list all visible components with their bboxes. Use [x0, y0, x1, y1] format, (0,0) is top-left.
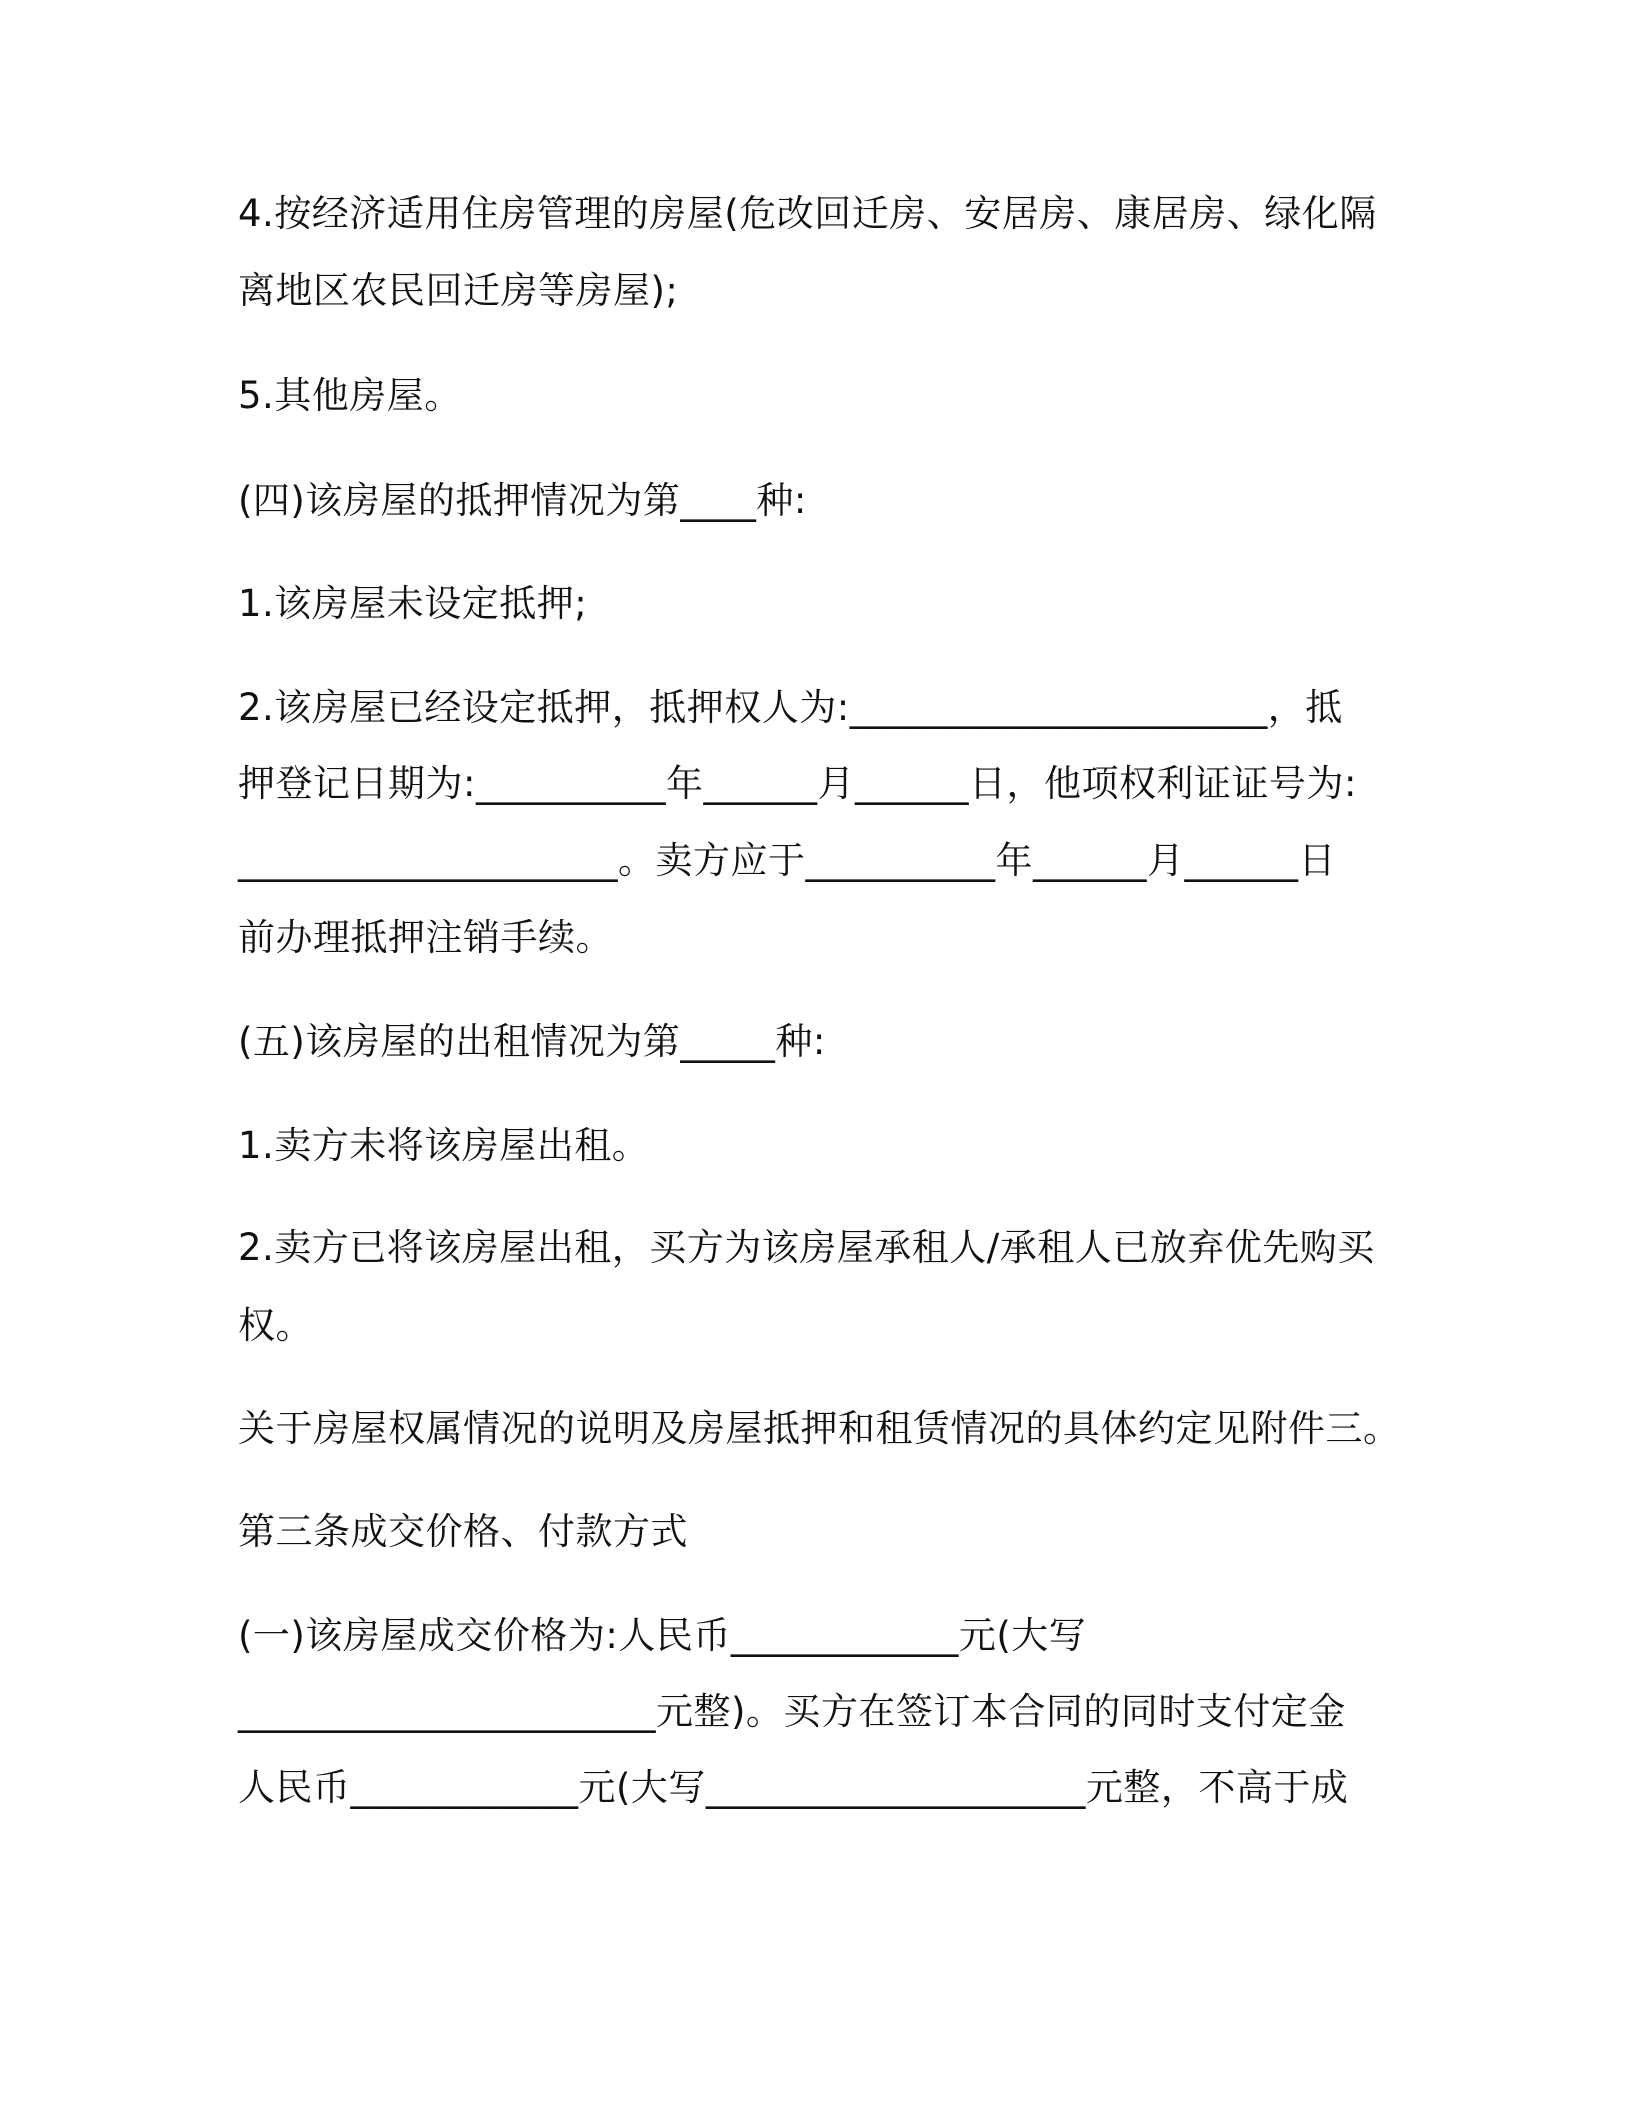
text-line: 离地区农民回迁房等房屋); [238, 269, 679, 312]
text-line: 前办理抵押注销手续。 [238, 916, 613, 959]
text-line: 4.按经济适用住房管理的房屋(危改回迁房、安居房、康居房、绿化隔 [238, 192, 1377, 235]
text-line: ______________________元整)。买方在签订本合同的同时支付定金 [238, 1690, 1346, 1733]
section-heading: (四)该房屋的抵押情况为第____种: [238, 479, 807, 522]
text-line: 1.卖方未将该房屋出租。 [238, 1124, 650, 1167]
text-line: (一)该房屋成交价格为:人民币____________元(大写 [238, 1614, 1087, 1657]
article-heading: 第三条成交价格、付款方式 [238, 1510, 688, 1553]
text-line: 5.其他房屋。 [238, 374, 462, 417]
text-line: 人民币____________元(大写____________________元整，不高于成 [238, 1766, 1349, 1809]
text-line: 关于房屋权属情况的说明及房屋抵押和租赁情况的具体约定见附件三。 [238, 1407, 1401, 1450]
text-line: 1.该房屋未设定抵押; [238, 582, 588, 625]
text-line: ____________________。卖方应于__________年______月______日 [238, 839, 1336, 882]
text-line: 押登记日期为:__________年______月______日，他项权利证证号为: [238, 762, 1357, 805]
text-line: 2.卖方已将该房屋出租，买方为该房屋承租人/承租人已放弃优先购买 [238, 1226, 1375, 1269]
text-line: 2.该房屋已经设定抵押，抵押权人为:______________________，抵 [238, 686, 1343, 729]
section-heading: (五)该房屋的出租情况为第_____种: [238, 1020, 826, 1063]
text-line: 权。 [238, 1304, 313, 1347]
